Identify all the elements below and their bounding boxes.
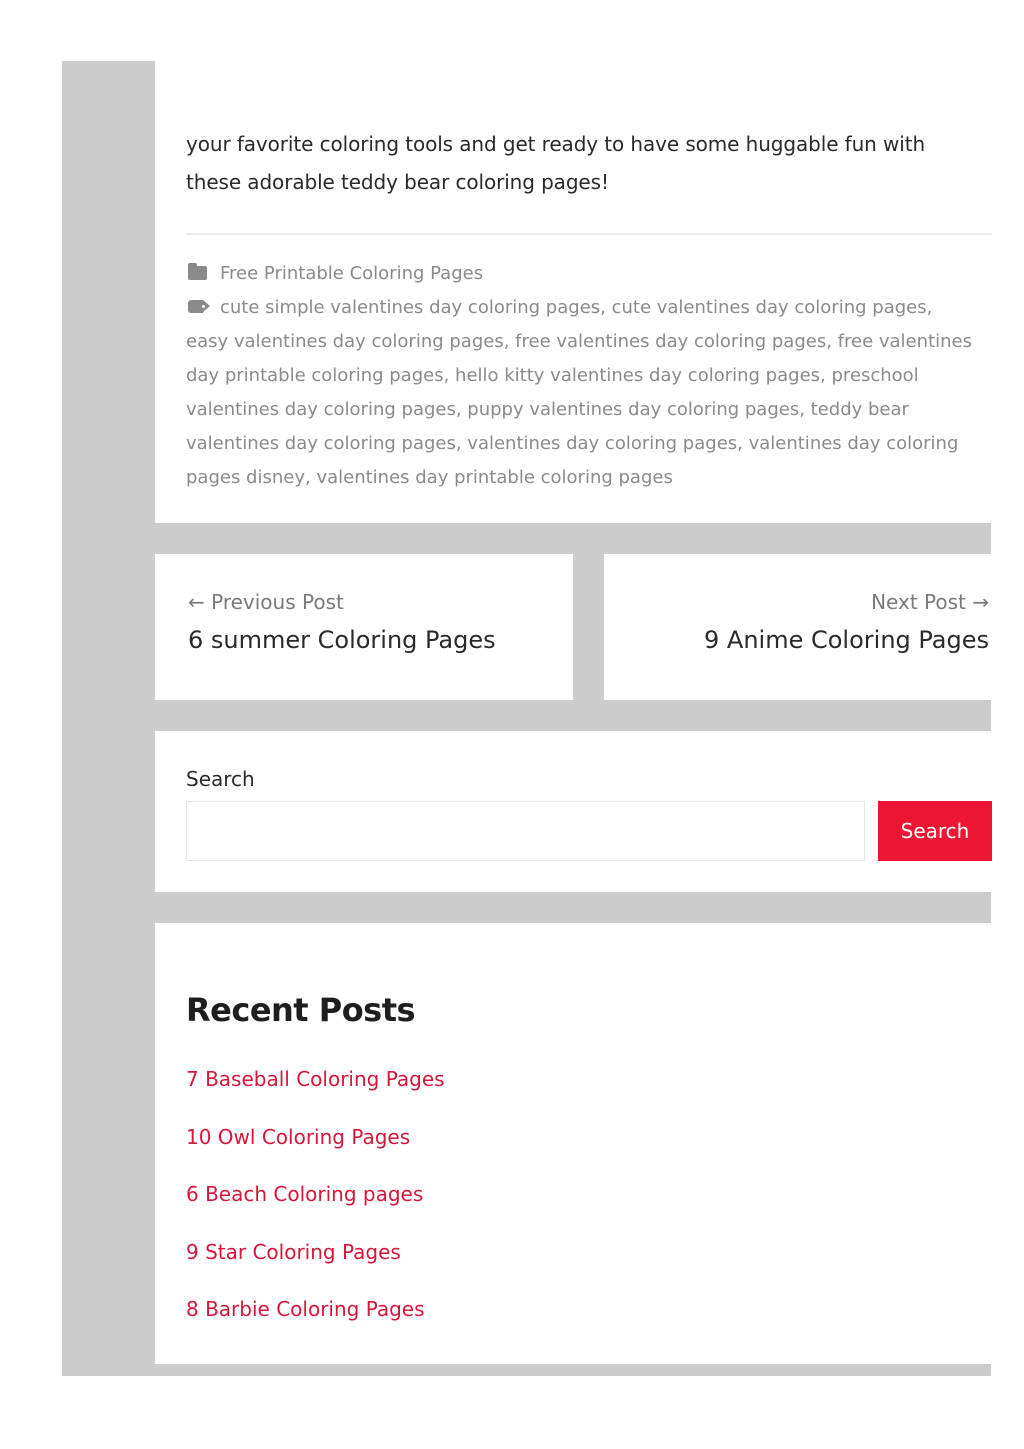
recent-posts-list	[186, 1067, 445, 1355]
divider	[186, 233, 992, 235]
recent-post-link[interactable]: 7 Baseball Coloring Pages	[186, 1067, 445, 1091]
recent-post-link[interactable]: 10 Owl Coloring Pages	[186, 1124, 411, 1149]
category-link[interactable]: Free Printable Coloring Pages	[220, 263, 484, 284]
next-post-label[interactable]: Next Post →	[871, 590, 989, 614]
folder-icon	[186, 264, 208, 280]
category-row	[186, 257, 976, 291]
content-frame	[62, 61, 991, 1376]
list-item	[186, 1182, 445, 1240]
next-widget-card	[155, 1395, 1022, 1449]
recent-post-link[interactable]: 8 Barbie Coloring Pages	[186, 1297, 425, 1321]
recent-post-link[interactable]: 9 Star Coloring Pages	[186, 1239, 401, 1264]
recent-posts-widget	[155, 923, 1022, 1364]
previous-post-card[interactable]	[155, 554, 573, 700]
search-button[interactable]: Search	[878, 801, 992, 861]
tags-links[interactable]: cute simple valentines day coloring pages, cute valentines day coloring pages, easy valentines day coloring pages, free valentines day coloring pages, free valentines day printable coloring pages, hello kitty valentines day coloring pages, preschool valentines day coloring pages, puppy valentines day coloring pages, teddy bear valentines day coloring pages, valentines day coloring pages, valentines day coloring pages disney, valentines day printable coloring pages	[186, 297, 972, 488]
previous-post-label[interactable]: ← Previous Post	[188, 590, 344, 614]
search-label: Search	[186, 767, 255, 791]
search-input[interactable]	[186, 801, 865, 861]
previous-post-title[interactable]: 6 summer Coloring Pages	[188, 626, 496, 654]
list-item	[186, 1240, 445, 1298]
tag-icon	[186, 298, 208, 314]
post-meta	[186, 257, 976, 495]
recent-posts-title: Recent Posts	[186, 991, 416, 1029]
post-footer-card	[155, 61, 1022, 523]
list-item	[186, 1067, 445, 1125]
next-post-title[interactable]: 9 Anime Coloring Pages	[704, 626, 989, 654]
next-post-card[interactable]	[604, 554, 1022, 700]
recent-post-link[interactable]: 6 Beach Coloring pages	[186, 1182, 424, 1206]
list-item	[186, 1297, 445, 1355]
post-intro-text: your favorite coloring tools and get ready to have some huggable fun with these adorable teddy bear coloring pages!	[186, 132, 926, 194]
search-widget	[155, 731, 1022, 892]
tags-row	[186, 297, 972, 488]
list-item	[186, 1125, 445, 1183]
